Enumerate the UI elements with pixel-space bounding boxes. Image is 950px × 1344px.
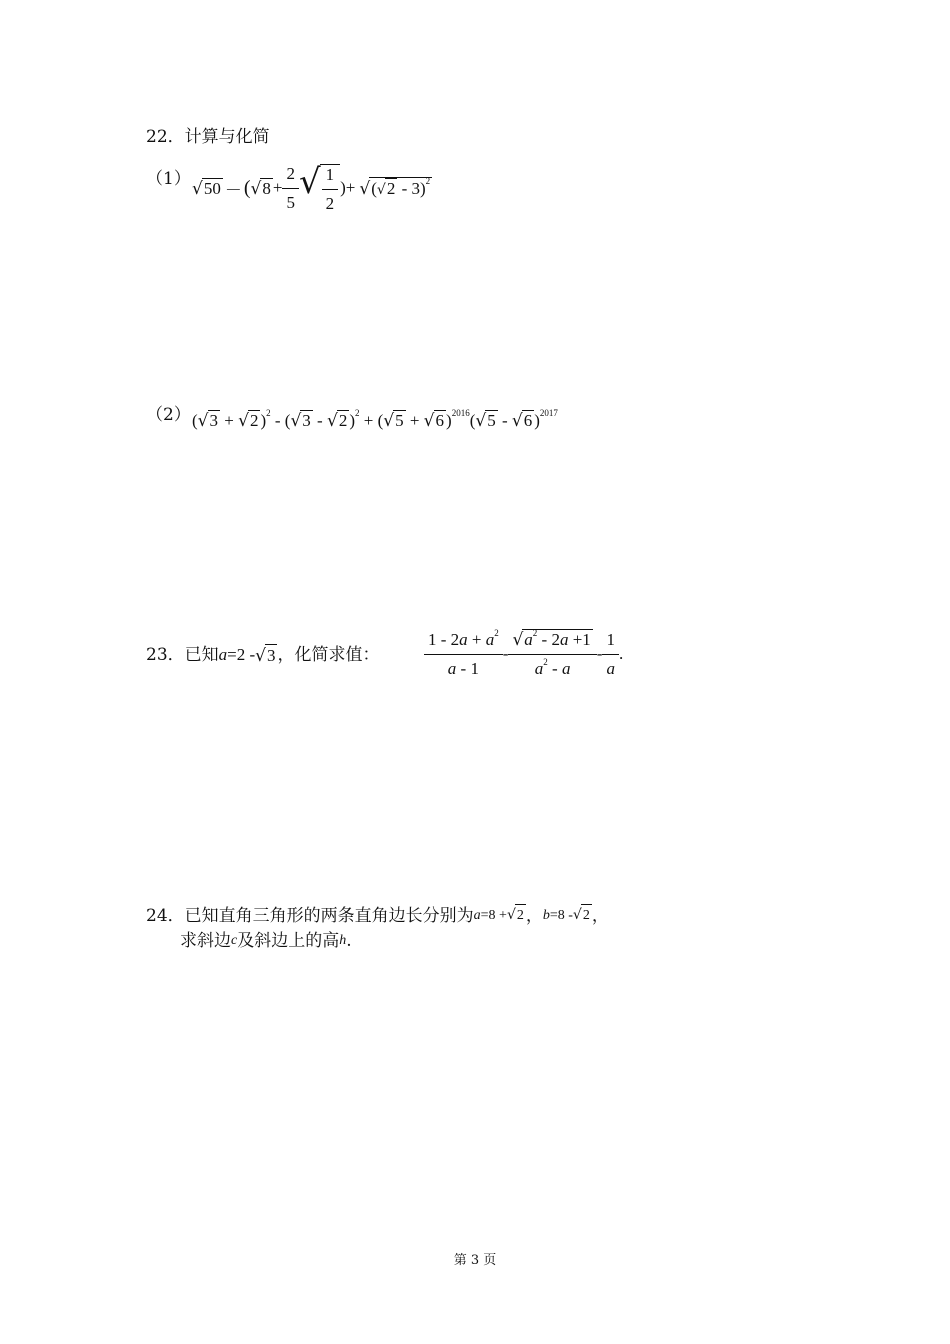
minus-sign: － [224,180,242,200]
q23-heading: 23．已知 [146,645,219,665]
sqrt-2-b: √2 [573,904,592,927]
fraction-2-5: $\frac{2}{5}$ [282,164,299,213]
period: . [346,931,352,951]
minus-op-1: - [502,644,509,663]
q22-heading: 22．计算与化简 [146,127,270,147]
sqrt-8: √8 [250,178,271,199]
right-paren-plus: )+ [340,178,356,197]
var-a: a [218,645,228,664]
fraction-2: $\frac{√a^2 - 2a +1}{a^2 - a}$ [508,629,596,679]
page-number: 第 3 页 [453,1253,497,1268]
fraction-3: $\frac{1}{a}$ [602,630,619,679]
minus-op-2: - [596,644,603,663]
sqrt-50: √50 [192,178,221,199]
q23-instruction: ，化简求值： [277,645,380,665]
plus-sign: + [272,178,283,197]
var-a: a [473,907,481,923]
q22-part2-expression: (√3 + √2 )$^2$ - (√3 - √2 )$^2$ + (√5 + √6 )$^{2016}$(√5 - √6 )$^{2017}$ [192,408,558,431]
sqrt-2-a: √2 [507,904,526,927]
var-c: c [231,933,238,948]
var-h: h [339,933,347,948]
comma-end: ， [591,905,609,926]
var-b: b [542,907,550,923]
equals-part: =2 - [227,645,256,664]
b-equals: =8 - [549,907,573,923]
q24-text-a: 求斜边 [180,931,231,951]
q24-text-b: 及斜边上的高 [237,931,340,951]
q23-statement [146,640,379,670]
sqrt-squared-term: √(√2 - 3)$^2$ [359,176,431,199]
a-equals: =8 + [480,907,507,923]
fraction-1: $\frac{1 - 2a + a^2}{a - 1}$ [424,630,503,679]
sqrt-half: √ $\frac{1}{2}$ [299,162,340,214]
q24-heading: 24．已知直角三角形的两条直角边长分别为 [146,905,474,926]
q22-part1-expression [192,160,432,216]
q23-expression [424,626,623,682]
q24-line1 [146,904,609,927]
q24-line2 [180,930,352,952]
q22-part2-label: （2） [146,405,191,425]
left-paren: ( [243,176,251,199]
period: . [618,644,624,663]
sqrt-3: √3 [255,645,276,666]
q22-part1-label: （1） [146,169,191,189]
comma: ， [525,905,543,926]
